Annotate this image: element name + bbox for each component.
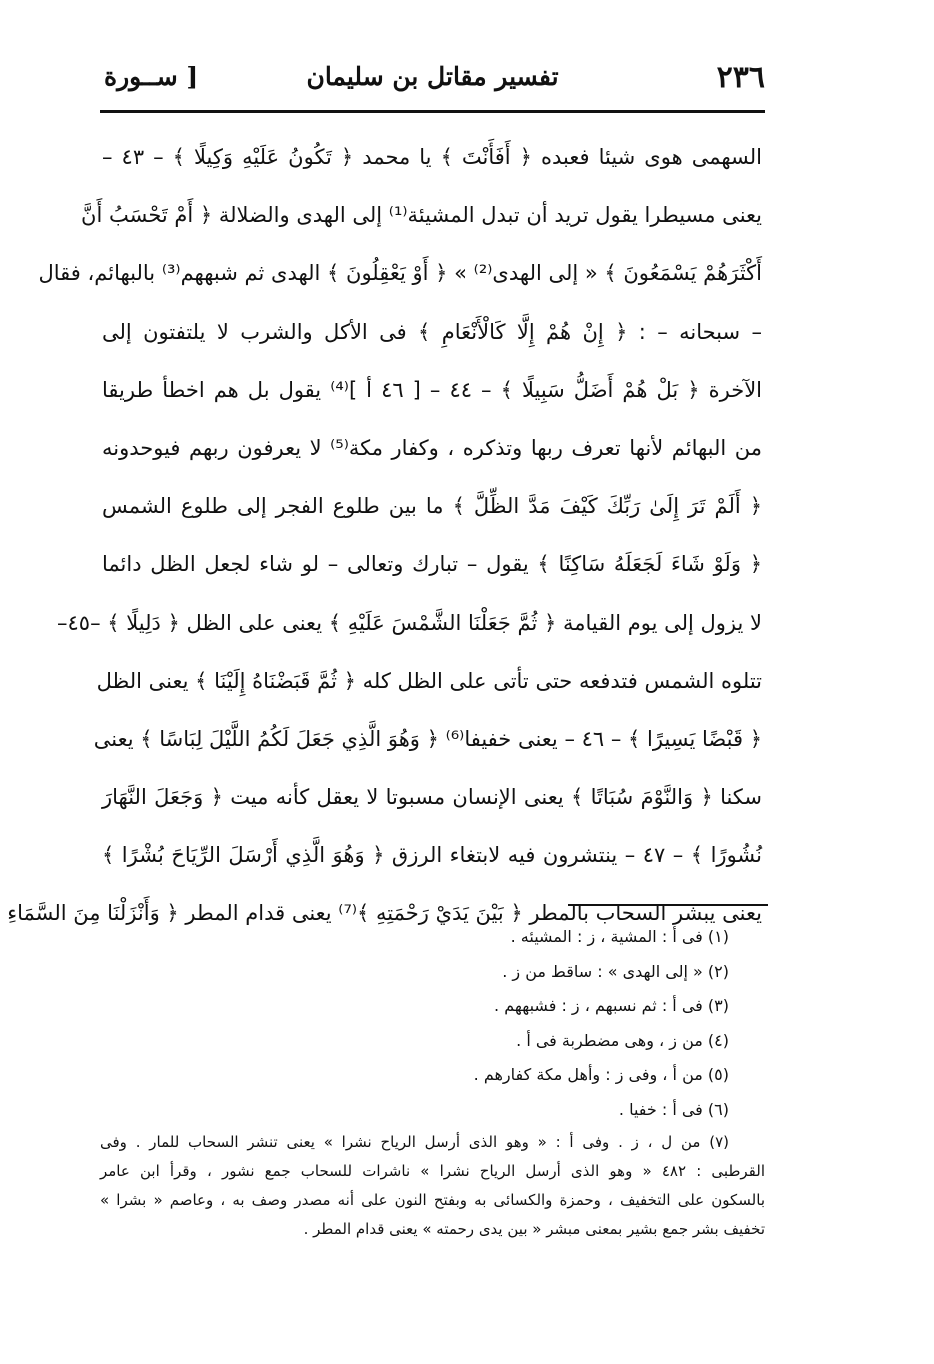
- text-line: ﴿ قَبْضًا يَسِيرًا ﴾ – ٤٦ – يعنى خفيفا⁽⁶⁾ ﴿ وَهُوَ الَّذِي جَعَلَ لَكُمُ اللَّيْلَ لِبَاسًا ﴾ يعنى: [93, 726, 762, 751]
- text-line: يعنى يبشر السحاب بالمطر ﴿ بَيْنَ يَدَيْ رَحْمَتِهِ ﴾⁽⁷⁾ يعنى قدام المطر ﴿ وَأَنْزَلْنَا مِنَ السَّمَاءِ: [7, 901, 762, 926]
- header-rule: [100, 110, 765, 113]
- text-line: أَكْثَرَهُمْ يَسْمَعُونَ ﴾ « إلى الهدى⁽²⁾ » ﴿ أَوْ يَعْقِلُونَ ﴾ الهدى ثم شبههم⁽³⁾ بالبهائم، فقال: [38, 261, 762, 286]
- text-line: السهمى هوى شيئا فعبده ﴿ أَفَأَنْتَ ﴾ يا محمد ﴿ تَكُونُ عَلَيْهِ وَكِيلًا ﴾ – ٤٣ –: [102, 145, 762, 169]
- running-header: [100, 58, 765, 102]
- text-line: – سبحانه – : ﴿ إِنْ هُمْ إِلَّا كَالْأَنْعَامِ ﴾ فى الأكل والشرب لا يلتفتون إلى: [102, 319, 762, 344]
- footnote: (٥) من أ ، وفى ز : وأهل مكة كفارهم .: [473, 1065, 729, 1085]
- footnote-line: بالسكون على التخفيف ، وحمزة والكسائى به وبفتح النون على أنه مصدر وصف به ، وعاصم « بشرا »: [100, 1190, 765, 1209]
- text-line: نُشُورًا ﴾ – ٤٧ – ينتشرون فيه لابتغاء الرزق ﴿ وَهُوَ الَّذِي أَرْسَلَ الرِّيَاحَ بُشْرًا ﴾: [102, 843, 763, 868]
- footnote: (١) فى أ : المشية ، ز : المشيئه .: [510, 927, 729, 946]
- text-line: ﴿ أَلَمْ تَرَ إِلَىٰ رَبِّكَ كَيْفَ مَدَّ الظِّلَّ ﴾ ما بين طلوع الفجر إلى طلوع الشمس: [102, 494, 762, 519]
- text-line: تتلوه الشمس فتدفعه حتى تأتى على الظل كله ﴿ ثُمَّ قَبَضْنَاهُ إِلَيْنَا ﴾ يعنى الظل: [96, 668, 762, 693]
- text-line: يعنى مسيطرا يقول تريد أن تبدل المشيئة⁽¹⁾ إلى الهدى والضلالة ﴿ أَمْ تَحْسَبُ أَنَّ: [81, 203, 762, 228]
- footnote: (٣) فى أ : ثم نسبهم ، ز : فشبههم .: [494, 996, 729, 1016]
- footnote-line: تخفيف بشر جمع بشير بمعنى مبشر « بين يدى رحمته » يعنى قدام المطر .: [303, 1219, 765, 1238]
- footnote-long: [100, 1128, 765, 1278]
- footnote: (٦) فى أ : خفيا .: [618, 1099, 729, 1119]
- footnote-line: (٧) من ل ، ز . وفى أ : « وهو الذى أرسل الرياح نشرا » يعنى تنشر السحاب للمار . وفى: [100, 1132, 729, 1151]
- footnote-line: القرطبى : ٤٨٢ « وهو الذى أرسل الرياح نشرا » ناشرات للسحاب جمع نشور ، وقرأ ابن عامر: [100, 1161, 765, 1180]
- footnote: (٤) من ز ، وهى مضطربة فى أ .: [516, 1030, 729, 1050]
- text-line: لا يزول إلى يوم القيامة ﴿ ثُمَّ جَعَلْنَا الشَّمْسَ عَلَيْهِ ﴾ يعنى على الظل ﴿ دَلِيلًا ﴾ –٤٥–: [57, 610, 762, 635]
- text-line: الآخرة ﴿ بَلْ هُمْ أَضَلُّ سَبِيلًا ﴾ – ٤٤ – [ ٤٦ أ ]⁽⁴⁾ يقول بل هم اخطأ طريقا: [102, 377, 763, 402]
- book-title: تفسير مقاتل بن سليمان: [306, 62, 559, 91]
- text-line: من البهائم لأنها تعرف ربها وتذكره ، وكفار مكة⁽⁵⁾ لا يعرفون ربهم فيوحدونه: [102, 435, 762, 460]
- footnotes: [100, 920, 765, 1278]
- surah-label: [ ســورة: [104, 62, 199, 91]
- footnote: (٢) « إلى الهدى » : ساقط من ز .: [502, 961, 729, 981]
- page-number: ٢٣٦: [716, 60, 765, 95]
- text-line: ﴿ وَلَوْ شَاءَ لَجَعَلَهُ سَاكِنًا ﴾ يقول – تبارك وتعالى – لو شاء لجعل الظل دائما: [102, 552, 762, 577]
- footnote-separator: [568, 904, 768, 906]
- main-text: [7, 128, 763, 943]
- text-line: سكنا ﴿ وَالنَّوْمَ سُبَاتًا ﴾ يعنى الإنسان مسبوتا لا يعقل كأنه ميت ﴿ وَجَعَلَ النَّهَارَ: [102, 785, 762, 810]
